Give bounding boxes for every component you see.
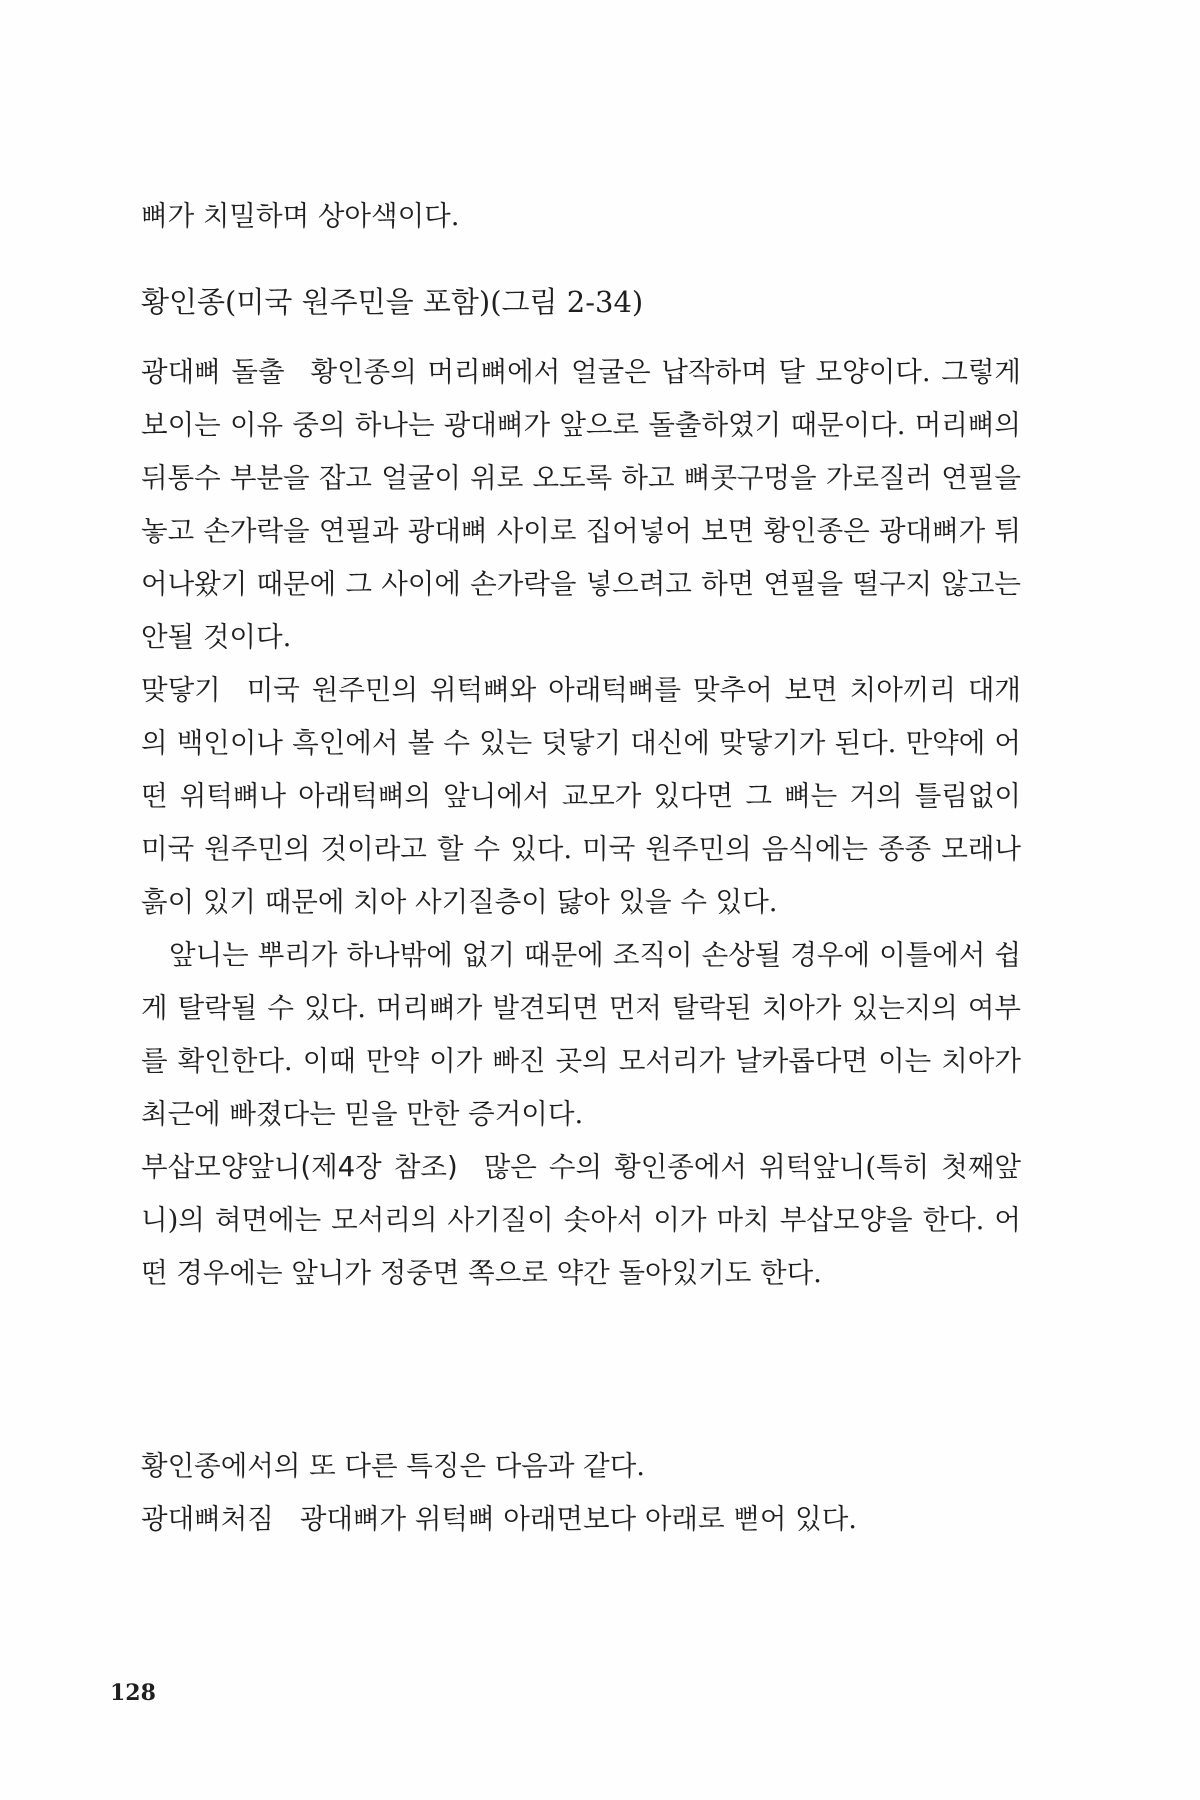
continued-sentence: 뼈가 치밀하며 상아색이다. xyxy=(141,200,460,232)
paragraph-zygomatic-droop xyxy=(141,1493,1021,1546)
body-text xyxy=(141,346,1021,1300)
paragraph-text: 미국 원주민의 위턱뼈와 아래턱뼈를 맞추어 보면 치아끼리 대개의 백인이나 흑인에서 볼 수 있는 덧닿기 대신에 맞닿기가 된다. 만약에 어떤 위턱뼈나 아래턱뼈의 앞니에서 교모가 있다면 그 뼈는 거의 틀림없이 미국 원주민의 것이라고 할 수 있다. 미국 원주민의 음식에는 종종 모래나 흙이 있기 때문에 치아 사기질층이 닳아 있을 수 있다. xyxy=(141,674,1021,918)
paragraph-text: 많은 수의 황인종에서 위턱앞니(특히 첫째앞니)의 혀면에는 모서리의 사기질이 솟아서 이가 마치 부삽모양을 한다. 어떤 경우에는 앞니가 정중면 쪽으로 약간 돌아있기도 한다. xyxy=(141,1151,1021,1289)
closing-intro: 황인종에서의 또 다른 특징은 다음과 같다. xyxy=(141,1450,646,1482)
paragraph-text: 광대뼈가 위턱뼈 아래면보다 아래로 뻗어 있다. xyxy=(299,1503,858,1535)
paragraph-shovel-incisors xyxy=(141,1141,1021,1300)
section-heading: 황인종(미국 원주민을 포함)(그림 2-34) xyxy=(141,285,644,319)
term-label: 부삽모양앞니(제4장 참조) xyxy=(141,1151,458,1183)
paragraph-text: 황인종의 머리뼈에서 얼굴은 납작하며 달 모양이다. 그렇게 보이는 이유 중의 하나는 광대뼈가 앞으로 돌출하였기 때문이다. 머리뼈의 뒤통수 부분을 잡고 얼굴이 위로 오도록 하고 뼈콧구멍을 가로질러 연필을 놓고 손가락을 연필과 광대뼈 사이로 집어넣어 보면 황인종은 광대뼈가 튀어나왔기 때문에 그 사이에 손가락을 넣으려고 하면 연필을 떨구지 않고는 안될 것이다. xyxy=(141,356,1021,653)
term-label: 맞닿기 xyxy=(141,674,221,706)
paragraph-text: 앞니는 뿌리가 하나밖에 없기 때문에 조직이 손상될 경우에 이틀에서 쉽게 탈락될 수 있다. 머리뼈가 발견되면 먼저 탈락된 치아가 있는지의 여부를 확인한다. 이때 만약 이가 빠진 곳의 모서리가 날카롭다면 이는 치아가 최근에 빠졌다는 믿을 만한 증거이다. xyxy=(141,939,1021,1130)
page-number: 128 xyxy=(110,1680,156,1706)
paragraph-incisor-loss xyxy=(141,929,1021,1141)
term-label: 광대뼈 돌출 xyxy=(141,356,285,388)
paragraph-edge-to-edge-bite xyxy=(141,664,1021,929)
closing-block xyxy=(141,1440,1021,1546)
term-label: 광대뼈처짐 xyxy=(141,1503,274,1535)
paragraph-zygomatic-projection xyxy=(141,346,1021,664)
